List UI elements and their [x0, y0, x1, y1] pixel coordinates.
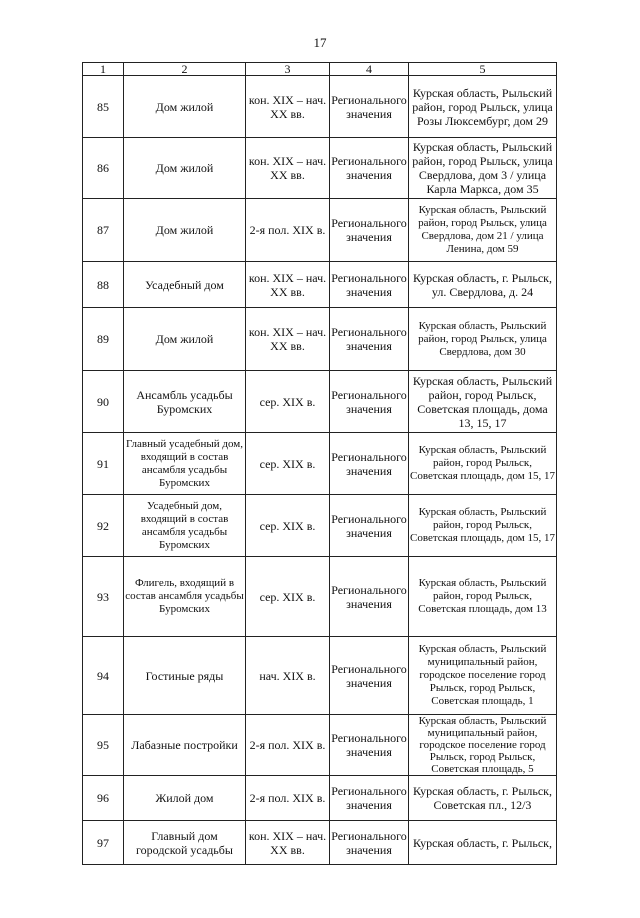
table-row — [83, 262, 557, 308]
object-name: Лабазные постройки — [124, 715, 246, 776]
page-number: 17 — [313, 35, 327, 50]
object-address: Курская область, Рыльский район, город Рыльск, улица Свердлова, дом 30 — [409, 308, 557, 371]
row-number: 88 — [83, 262, 124, 308]
object-name: Дом жилой — [124, 308, 246, 371]
object-address: Курская область, Рыльский район, город Рыльск, улица Свердлова, дом 21 / улица Ленина, дом 59 — [409, 199, 557, 262]
object-name: Главный усадебный дом, входящий в состав ансамбля усадьбы Буромских — [124, 433, 246, 495]
row-number: 96 — [83, 776, 124, 821]
table-header-row — [83, 63, 557, 76]
object-date: 2-я пол. XIX в. — [246, 776, 330, 821]
object-date: кон. XIX – нач. XX вв. — [246, 76, 330, 138]
object-date: сер. XIX в. — [246, 557, 330, 637]
object-date: кон. XIX – нач. XX вв. — [246, 138, 330, 199]
row-number: 93 — [83, 557, 124, 637]
object-date: кон. XIX – нач. XX вв. — [246, 821, 330, 865]
object-significance: Регионального значения — [330, 138, 409, 199]
object-significance: Регионального значения — [330, 371, 409, 433]
table-row — [83, 495, 557, 557]
object-significance: Регионального значения — [330, 433, 409, 495]
object-name: Дом жилой — [124, 199, 246, 262]
row-number: 89 — [83, 308, 124, 371]
object-address: Курская область, г. Рыльск, — [409, 821, 557, 865]
object-address: Курская область, Рыльский район, город Рыльск, Советская площадь, дом 15, 17 — [409, 495, 557, 557]
table-row — [83, 715, 557, 776]
table-row — [83, 308, 557, 371]
object-significance: Регионального значения — [330, 776, 409, 821]
table-row — [83, 433, 557, 495]
object-date: сер. XIX в. — [246, 371, 330, 433]
object-date: сер. XIX в. — [246, 433, 330, 495]
object-date: нач. XIX в. — [246, 637, 330, 715]
table-row — [83, 199, 557, 262]
table-row — [83, 821, 557, 865]
object-name: Усадебный дом, входящий в состав ансамбля усадьбы Буромских — [124, 495, 246, 557]
object-address: Курская область, г. Рыльск, Советская пл., 12/3 — [409, 776, 557, 821]
object-name: Жилой дом — [124, 776, 246, 821]
table-row — [83, 371, 557, 433]
row-number: 85 — [83, 76, 124, 138]
object-name: Гостиные ряды — [124, 637, 246, 715]
object-significance: Регионального значения — [330, 637, 409, 715]
column-header: 3 — [246, 63, 330, 76]
row-number: 90 — [83, 371, 124, 433]
object-significance: Регионального значения — [330, 821, 409, 865]
column-header: 5 — [409, 63, 557, 76]
object-date: 2-я пол. XIX в. — [246, 199, 330, 262]
object-address: Курская область, г. Рыльск, ул. Свердлова, д. 24 — [409, 262, 557, 308]
object-date: кон. XIX – нач. XX вв. — [246, 308, 330, 371]
table-row — [83, 637, 557, 715]
object-name: Усадебный дом — [124, 262, 246, 308]
column-header: 2 — [124, 63, 246, 76]
object-name: Дом жилой — [124, 138, 246, 199]
table-row — [83, 776, 557, 821]
heritage-registry-table — [82, 62, 557, 865]
object-date: 2-я пол. XIX в. — [246, 715, 330, 776]
object-name: Дом жилой — [124, 76, 246, 138]
object-address: Курская область, Рыльский район, город Рыльск, улица Розы Люксембург, дом 29 — [409, 76, 557, 138]
column-header: 1 — [83, 63, 124, 76]
object-address: Курская область, Рыльский район, город Рыльск, Советская площадь, дом 13 — [409, 557, 557, 637]
row-number: 97 — [83, 821, 124, 865]
object-name: Главный дом городской усадьбы — [124, 821, 246, 865]
row-number: 95 — [83, 715, 124, 776]
table-row — [83, 557, 557, 637]
object-date: кон. XIX – нач. XX вв. — [246, 262, 330, 308]
object-name: Флигель, входящий в состав ансамбля усадьбы Буромских — [124, 557, 246, 637]
column-header: 4 — [330, 63, 409, 76]
object-date: сер. XIX в. — [246, 495, 330, 557]
row-number: 92 — [83, 495, 124, 557]
table-row — [83, 76, 557, 138]
object-significance: Регионального значения — [330, 76, 409, 138]
table-row — [83, 138, 557, 199]
object-address: Курская область, Рыльский муниципальный район, городское поселение город Рыльск, город Рыльск, Советская площадь, 1 — [409, 637, 557, 715]
row-number: 91 — [83, 433, 124, 495]
object-name: Ансамбль усадьбы Буромских — [124, 371, 246, 433]
row-number: 86 — [83, 138, 124, 199]
object-address: Курская область, Рыльский район, город Рыльск, Советская площадь, дом 15, 17 — [409, 433, 557, 495]
object-address: Курская область, Рыльский район, город Рыльск, Советская площадь, дома 13, 15, 17 — [409, 371, 557, 433]
object-address: Курская область, Рыльский район, город Рыльск, улица Свердлова, дом 3 / улица Карла Маркса, дом 35 — [409, 138, 557, 199]
object-address: Курская область, Рыльский муниципальный район, городское поселение город Рыльск, город Рыльск, Советская площадь, 5 — [409, 715, 557, 776]
row-number: 94 — [83, 637, 124, 715]
row-number: 87 — [83, 199, 124, 262]
object-significance: Регионального значения — [330, 308, 409, 371]
object-significance: Регионального значения — [330, 199, 409, 262]
object-significance: Регионального значения — [330, 495, 409, 557]
object-significance: Регионального значения — [330, 557, 409, 637]
object-significance: Регионального значения — [330, 262, 409, 308]
object-significance: Регионального значения — [330, 715, 409, 776]
